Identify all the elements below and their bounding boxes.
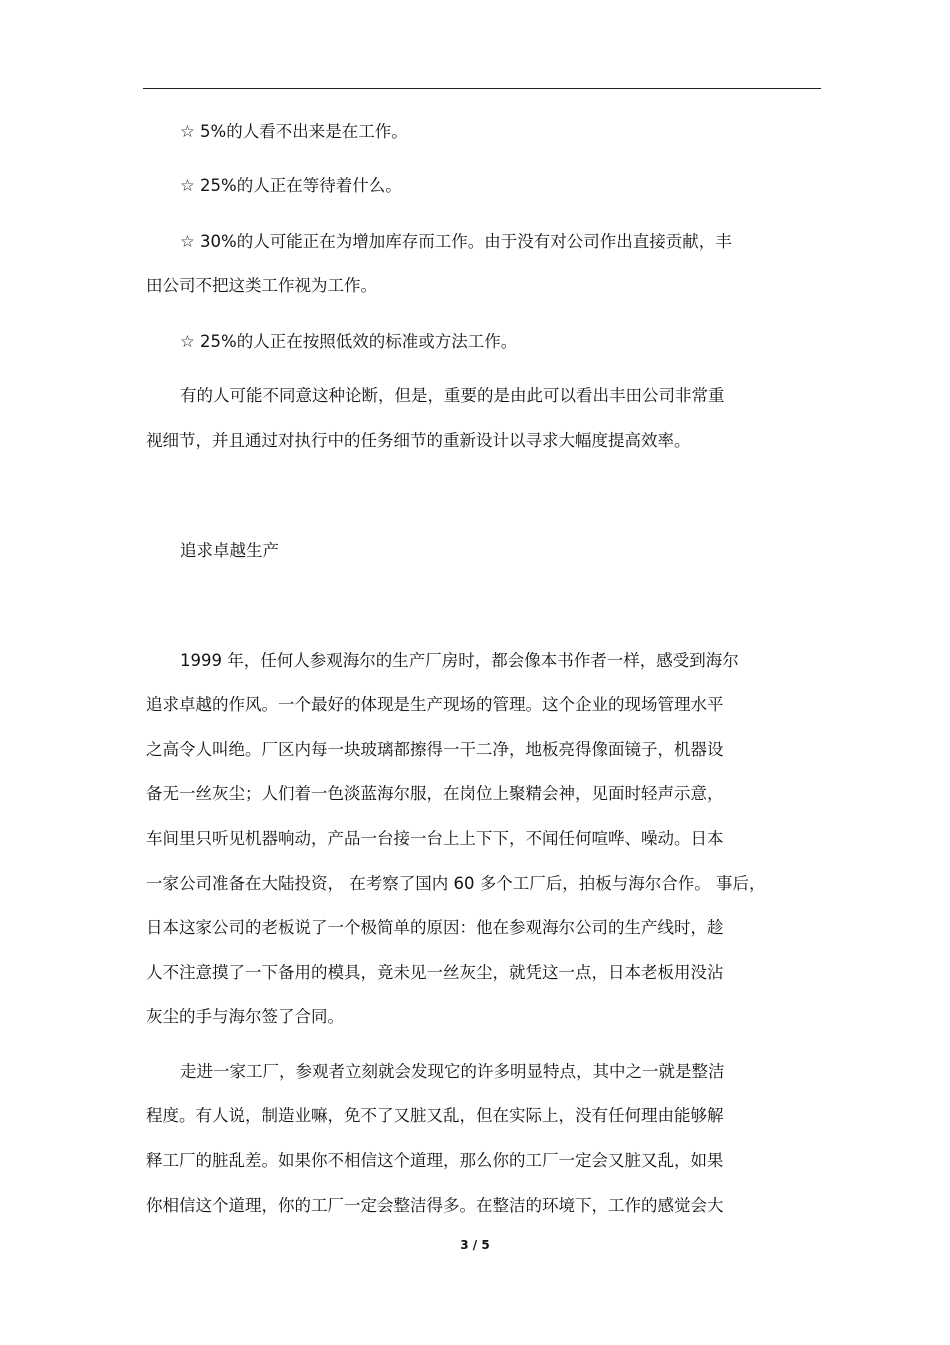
text-line: 之高令人叫绝。厂区内每一块玻璃都擦得一干二净，地板亮得像面镜子，机器设 — [146, 740, 724, 759]
text-line: 灰尘的手与海尔签了合同。 — [146, 1007, 344, 1026]
page-number: 3 / 5 — [460, 1238, 490, 1252]
text-line: 田公司不把这类工作视为工作。 — [146, 276, 377, 295]
section-heading: 追求卓越生产 — [180, 541, 279, 560]
text-line: 程度。有人说，制造业嘛，免不了又脏又乱，但在实际上，没有任何理由能够解 — [146, 1106, 724, 1125]
text-line: 人不注意摸了一下备用的模具，竟未见一丝灰尘，就凭这一点，日本老板用没沾 — [146, 963, 724, 982]
bullet-line: ☆ 25%的人正在按照低效的标准或方法工作。 — [180, 332, 518, 351]
bullet-line: ☆ 30%的人可能正在为增加库存而工作。由于没有对公司作出直接贡献，丰 — [180, 232, 732, 251]
text-line: 车间里只听见机器响动，产品一台接一台上上下下，不闻任何喧哗、噪动。日本 — [146, 829, 724, 848]
text-line: 追求卓越的作风。一个最好的体现是生产现场的管理。这个企业的现场管理水平 — [146, 695, 724, 714]
text-line: 释工厂的脏乱差。如果你不相信这个道理，那么你的工厂一定会又脏又乱，如果 — [146, 1151, 724, 1170]
text-line: 备无一丝灰尘；人们着一色淡蓝海尔服，在岗位上聚精会神，见面时轻声示意， — [146, 784, 724, 803]
text-line: 日本这家公司的老板说了一个极简单的原因：他在参观海尔公司的生产线时，趁 — [146, 918, 724, 937]
text-line: 视细节，并且通过对执行中的任务细节的重新设计以寻求大幅度提高效率。 — [146, 431, 691, 450]
paragraph-line: 有的人可能不同意这种论断，但是，重要的是由此可以看出丰田公司非常重 — [180, 386, 725, 405]
bullet-line: ☆ 25%的人正在等待着什么。 — [180, 176, 402, 195]
paragraph-line: 走进一家工厂，参观者立刻就会发现它的许多明显特点，其中之一就是整洁 — [180, 1062, 725, 1081]
text-line: 一家公司准备在大陆投资， 在考察了国内 60 多个工厂后，拍板与海尔合作。 事后， — [146, 874, 766, 893]
paragraph-line: 1999 年，任何人参观海尔的生产厂房时，都会像本书作者一样，感受到海尔 — [180, 651, 739, 670]
bullet-line: ☆ 5%的人看不出来是在工作。 — [180, 122, 408, 141]
header-rule — [143, 88, 821, 89]
text-line: 你相信这个道理，你的工厂一定会整洁得多。在整洁的环境下，工作的感觉会大 — [146, 1196, 724, 1215]
